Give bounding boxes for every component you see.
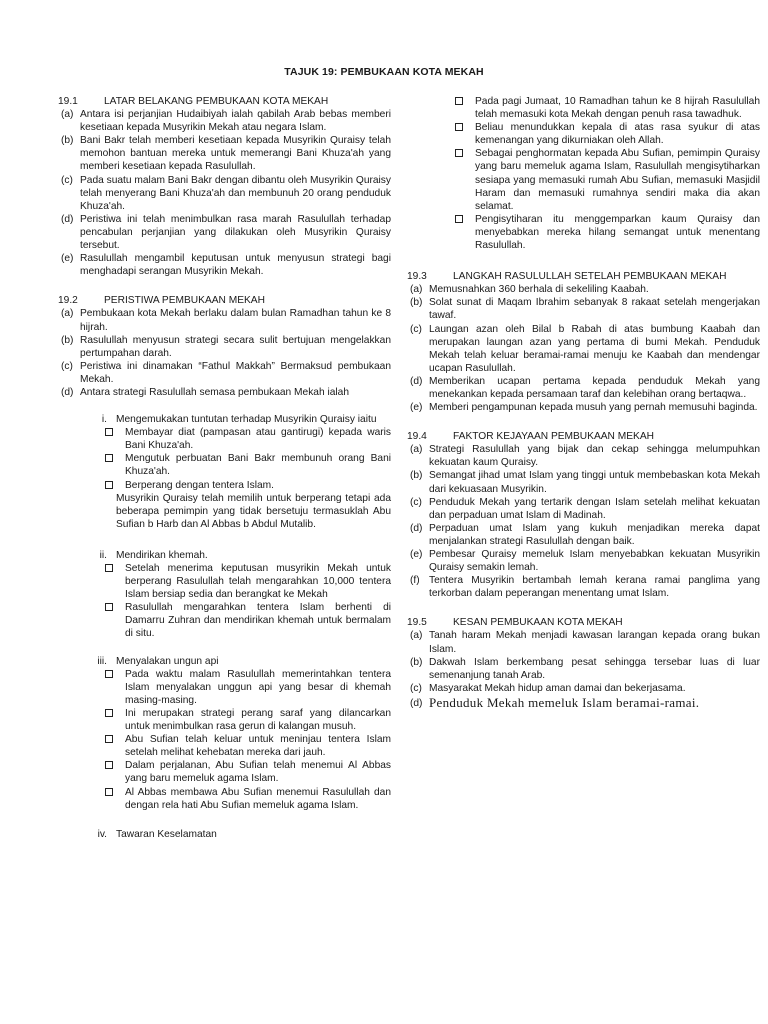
square-bullet-icon xyxy=(455,123,463,131)
bullet-item xyxy=(58,562,391,601)
list-item xyxy=(407,548,760,574)
page-title: TAJUK 19: PEMBUKAAN KOTA MEKAH xyxy=(284,66,484,78)
item-marker: (b) xyxy=(410,470,423,482)
list-item xyxy=(407,496,760,522)
item-marker: (a) xyxy=(61,308,74,320)
item-marker: (a) xyxy=(410,444,423,456)
item-marker: (c) xyxy=(61,174,73,186)
item-marker: (a) xyxy=(410,284,423,296)
item-marker: (e) xyxy=(410,402,423,414)
square-bullet-icon xyxy=(455,97,463,105)
strategy-i xyxy=(58,413,391,531)
square-bullet-icon xyxy=(105,709,113,717)
sub-heading xyxy=(58,828,391,841)
item-marker: (d) xyxy=(61,213,74,225)
item-marker: (e) xyxy=(410,549,423,560)
bullet-text: Dalam perjalanan, Abu Sufian telah menemui Al Abbas yang baru memeluk agama Islam. xyxy=(125,760,391,785)
item-marker: (a) xyxy=(61,109,74,121)
list-item xyxy=(58,134,391,173)
section-heading xyxy=(407,616,760,629)
section-title: LANGKAH RASULULLAH SETELAH PEMBUKAAN MEKAH xyxy=(453,271,727,283)
bullet-text: Beliau menundukkan kepala di atas rasa syukur di atas kemenangan yang dikurniakan oleh Allah. xyxy=(475,122,760,147)
bullet-item xyxy=(58,452,391,478)
continued-bullets xyxy=(407,95,760,252)
bullet-text: Rasulullah mengarahkan tentera Islam berhenti di Damarru Zuhran dan mendirikan khemah untuk bermalam di situ. xyxy=(125,602,391,640)
item-marker: (c) xyxy=(410,496,422,508)
sub-marker: i. xyxy=(101,414,107,426)
list-item xyxy=(407,296,760,322)
list-item xyxy=(407,629,760,655)
square-bullet-icon xyxy=(105,564,113,572)
item-text: Rasulullah menyusun strategi secara sulit bertujuan mengelakkan pertumpahan darah. xyxy=(80,334,391,359)
square-bullet-icon xyxy=(455,149,463,157)
item-text: Memberikan ucapan pertama kepada penduduk Mekah yang menekankan kepada persamaan taraf dan kelebihan orang bertaqwa.. xyxy=(429,375,760,400)
item-text: Perpaduan umat Islam yang kukuh menjadikan mereka dapat menjalankan strategi Rasulullah dengan baik. xyxy=(429,522,760,547)
sub-title: Menyalakan ungun api xyxy=(116,655,219,667)
item-text: Pembukaan kota Mekah berlaku dalam bulan Ramadhan tahun ke 8 hijrah. xyxy=(80,308,391,333)
section-title: KESAN PEMBUKAAN KOTA MEKAH xyxy=(453,617,623,629)
item-marker: (d) xyxy=(61,386,74,398)
section-19-5 xyxy=(407,616,760,711)
bullet-text: Al Abbas membawa Abu Sufian menemui Rasulullah dan dengan rela hati Abu Sufian memeluk agama Islam. xyxy=(125,786,391,811)
item-marker: (d) xyxy=(410,375,423,387)
item-marker: (e) xyxy=(61,253,74,265)
item-text: Semangat jihad umat Islam yang tinggi untuk membebaskan kota Mekah dari kekuasaan Musyrikin. xyxy=(429,470,760,495)
sub-heading xyxy=(58,549,391,562)
item-text: Pembesar Quraisy memeluk Islam menyebabkan kekuatan Musyrikin Quraisy semakin lemah. xyxy=(429,549,760,574)
strategy-iv xyxy=(58,828,391,841)
list-item xyxy=(407,656,760,682)
bullet-item xyxy=(58,707,391,733)
item-text: Rasulullah mengambil keputusan untuk menyusun strategi bagi menghadapi serangan Musyrikin Mekah. xyxy=(80,253,391,278)
list-item xyxy=(58,252,391,278)
item-text: Penduduk Mekah memeluk Islam beramai-ramai. xyxy=(429,694,700,710)
item-text: Tentera Musyrikin bertambah lemah kerana ramai panglima yang terkorban dalam peperangan menentang umat Islam. xyxy=(429,575,760,600)
sub-title: Mendirikan khemah. xyxy=(116,549,208,561)
section-number: 19.5 xyxy=(407,617,427,629)
sub-title: Tawaran Keselamatan xyxy=(116,828,217,840)
section-title: PERISTIWA PEMBUKAAN MEKAH xyxy=(104,295,265,307)
bullet-text: Ini merupakan strategi perang saraf yang dilancarkan untuk menimbulkan rasa gerun di kalangan musuh. xyxy=(125,707,391,733)
section-19-3 xyxy=(407,270,760,414)
section-number: 19.1 xyxy=(58,96,78,107)
item-marker: (b) xyxy=(61,135,74,147)
left-column xyxy=(58,95,391,857)
bullet-text: Membayar diat (pampasan atau gantirugi) kepada waris Bani Khuza'ah. xyxy=(125,427,391,452)
section-heading xyxy=(58,95,391,108)
section-number: 19.2 xyxy=(58,295,78,307)
bullet-item xyxy=(58,426,391,452)
list-item xyxy=(407,283,760,296)
sub-marker: iii. xyxy=(97,655,107,667)
item-text: Memusnahkan 360 berhala di sekeliling Kaabah. xyxy=(429,284,649,296)
section-19-4 xyxy=(407,430,760,600)
list-item xyxy=(58,360,391,386)
bullet-item xyxy=(407,213,760,252)
square-bullet-icon xyxy=(455,215,463,223)
list-item xyxy=(407,375,760,401)
bullet-item xyxy=(58,479,391,492)
list-item xyxy=(407,443,760,469)
bullet-text: Pada waktu malam Rasulullah memerintahkan tentera Islam menyalakan unggun api yang besar di khemah masing-masing. xyxy=(125,668,391,706)
square-bullet-icon xyxy=(105,670,113,678)
item-text: Tanah haram Mekah menjadi kawasan larangan kepada orang bukan Islam. xyxy=(429,630,760,655)
list-item xyxy=(58,334,391,360)
item-marker: (c) xyxy=(410,682,422,694)
item-text: Bani Bakr telah memberi kesetiaan kepada Musyrikin Quraisy telah memohon bantuan mereka untuk memerangi Bani Khuza'ah yang memberi kesetiaan kepada Rasulullah. xyxy=(80,135,391,173)
section-number: 19.3 xyxy=(407,271,427,283)
list-item xyxy=(58,386,391,399)
section-heading xyxy=(407,430,760,443)
sub-note: Musyrikin Quraisy telah memilih untuk berperang tetapi ada beberapa pemimpin yang tidak bersetuju termasuklah Abu Sufian b Harb dan Al Abbas b Abdul Mutalib. xyxy=(116,492,391,530)
item-text: Pada suatu malam Bani Bakr dengan dibantu oleh Musyrikin Quraisy telah menyerang Bani Khuza'ah dan membunuh 20 orang penduduk Khuza'ah. xyxy=(80,174,391,212)
item-text: Peristiwa ini telah menimbulkan rasa marah Rasulullah terhadap pencabulan perjanjian yang dilakukan oleh Musyrikin Quraisy tersebut. xyxy=(80,213,391,252)
square-bullet-icon xyxy=(105,481,113,489)
item-text: Strategi Rasulullah yang bijak dan cekap sehingga melumpuhkan kekuatan kaum Quraisy. xyxy=(429,444,760,469)
bullet-text: Pada pagi Jumaat, 10 Ramadhan tahun ke 8 hijrah Rasulullah telah memasuki kota Mekah dengan penuh rasa tawadhuk. xyxy=(475,96,760,121)
bullet-item xyxy=(407,121,760,147)
item-text: Memberi pengampunan kepada musuh yang pernah memusuhi baginda. xyxy=(429,402,758,414)
list-item xyxy=(407,574,760,600)
bullet-text: Setelah menerima keputusan musyrikin Mekah untuk berperang Rasulullah telah mengarahkan 10,000 tentera Islam bersiap sedia dan berangkat ke Mekah xyxy=(125,563,391,601)
bullet-item xyxy=(58,668,391,707)
item-marker: (a) xyxy=(410,630,423,642)
item-text: Dakwah Islam berkembang pesat sehingga tersebar luas di luar semenanjung tanah Arab. xyxy=(429,656,760,681)
item-text: Laungan azan oleh Bilal b Rabah di atas bumbung Kaabah dan merupakan laungan azan yang pertama di bumi Mekah. Penduduk Mekah telah keluar beramai-ramai menuju ke Kaabah dan mendengar ucapan Rasulullah. xyxy=(429,323,760,374)
list-item xyxy=(407,695,760,711)
item-text: Solat sunat di Maqam Ibrahim sebanyak 8 rakaat setelah mengerjakan tawaf. xyxy=(429,297,760,322)
item-marker: (b) xyxy=(410,656,423,668)
bullet-text: Mengutuk perbuatan Bani Bakr membunuh orang Bani Khuza'ah. xyxy=(125,453,391,478)
square-bullet-icon xyxy=(105,603,113,611)
square-bullet-icon xyxy=(105,454,113,462)
sub-marker: ii. xyxy=(99,549,107,561)
list-item xyxy=(407,469,760,495)
bullet-item xyxy=(58,601,391,640)
section-title: FAKTOR KEJAYAAN PEMBUKAAN MEKAH xyxy=(453,431,654,443)
item-text: Antara strategi Rasulullah semasa pembukaan Mekah ialah xyxy=(80,386,349,398)
list-item xyxy=(407,401,760,414)
bullet-text: Pengisytiharan itu menggemparkan kaum Quraisy dan menyebabkan mereka hilang semangat untuk menentang Rasulullah. xyxy=(475,213,760,252)
section-19-1 xyxy=(58,95,391,278)
sub-marker: iv. xyxy=(97,828,107,840)
list-item xyxy=(407,682,760,695)
item-text: Masyarakat Mekah hidup aman damai dan bekerjasama. xyxy=(429,682,686,694)
section-title: LATAR BELAKANG PEMBUKAAN KOTA MEKAH xyxy=(104,96,329,107)
item-marker: (c) xyxy=(410,323,422,335)
section-number: 19.4 xyxy=(407,431,427,443)
bullet-item xyxy=(58,733,391,759)
item-marker: (c) xyxy=(61,360,73,372)
item-marker: (b) xyxy=(410,297,423,309)
strategy-ii xyxy=(58,549,391,641)
square-bullet-icon xyxy=(105,761,113,769)
list-item xyxy=(58,174,391,213)
bullet-text: Berperang dengan tentera Islam. xyxy=(125,479,274,491)
right-column xyxy=(407,95,760,727)
bullet-item xyxy=(407,147,760,212)
bullet-item xyxy=(407,95,760,121)
sub-heading xyxy=(58,413,391,426)
item-text: Antara isi perjanjian Hudaibiyah ialah qabilah Arab bebas memberi kesetiaan kepada Musyrikin Mekah atau negara Islam. xyxy=(80,109,391,134)
sub-heading xyxy=(58,655,391,668)
item-text: Penduduk Mekah yang tertarik dengan Islam setelah melihat kekuatan dan perpaduan umat Islam di Madinah. xyxy=(429,496,760,521)
bullet-item xyxy=(58,759,391,785)
item-marker: (d) xyxy=(410,522,423,534)
bullet-text: Sebagai penghormatan kepada Abu Sufian, pemimpin Quraisy yang baru memeluk agama Islam, Rasulullah mengisytiharkan sesiapa yang memasuki rumah Abu Sufian, memasuki Masjidil Haram dan memasuki rumahnya sendiri maka dia akan selamat. xyxy=(475,148,760,212)
list-item xyxy=(407,522,760,548)
list-item xyxy=(58,307,391,333)
item-marker: (b) xyxy=(61,334,74,346)
sub-title: Mengemukakan tuntutan terhadap Musyrikin Quraisy iaitu xyxy=(116,414,377,426)
item-marker: (d) xyxy=(410,697,423,709)
square-bullet-icon xyxy=(105,788,113,796)
square-bullet-icon xyxy=(105,428,113,436)
section-19-2 xyxy=(58,294,391,840)
list-item xyxy=(407,323,760,375)
list-item xyxy=(58,213,391,252)
bullet-text: Abu Sufian telah keluar untuk meninjau tentera Islam setelah melihat kehebatan mereka dari jauh. xyxy=(125,734,391,759)
strategy-iii xyxy=(58,655,391,812)
bullet-item xyxy=(58,786,391,812)
item-marker: (f) xyxy=(410,575,420,587)
section-heading xyxy=(407,270,760,283)
list-item xyxy=(58,108,391,134)
item-text: Peristiwa ini dinamakan “Fathul Makkah” Bermaksud pembukaan Mekah. xyxy=(80,360,391,385)
section-heading xyxy=(58,294,391,307)
square-bullet-icon xyxy=(105,735,113,743)
